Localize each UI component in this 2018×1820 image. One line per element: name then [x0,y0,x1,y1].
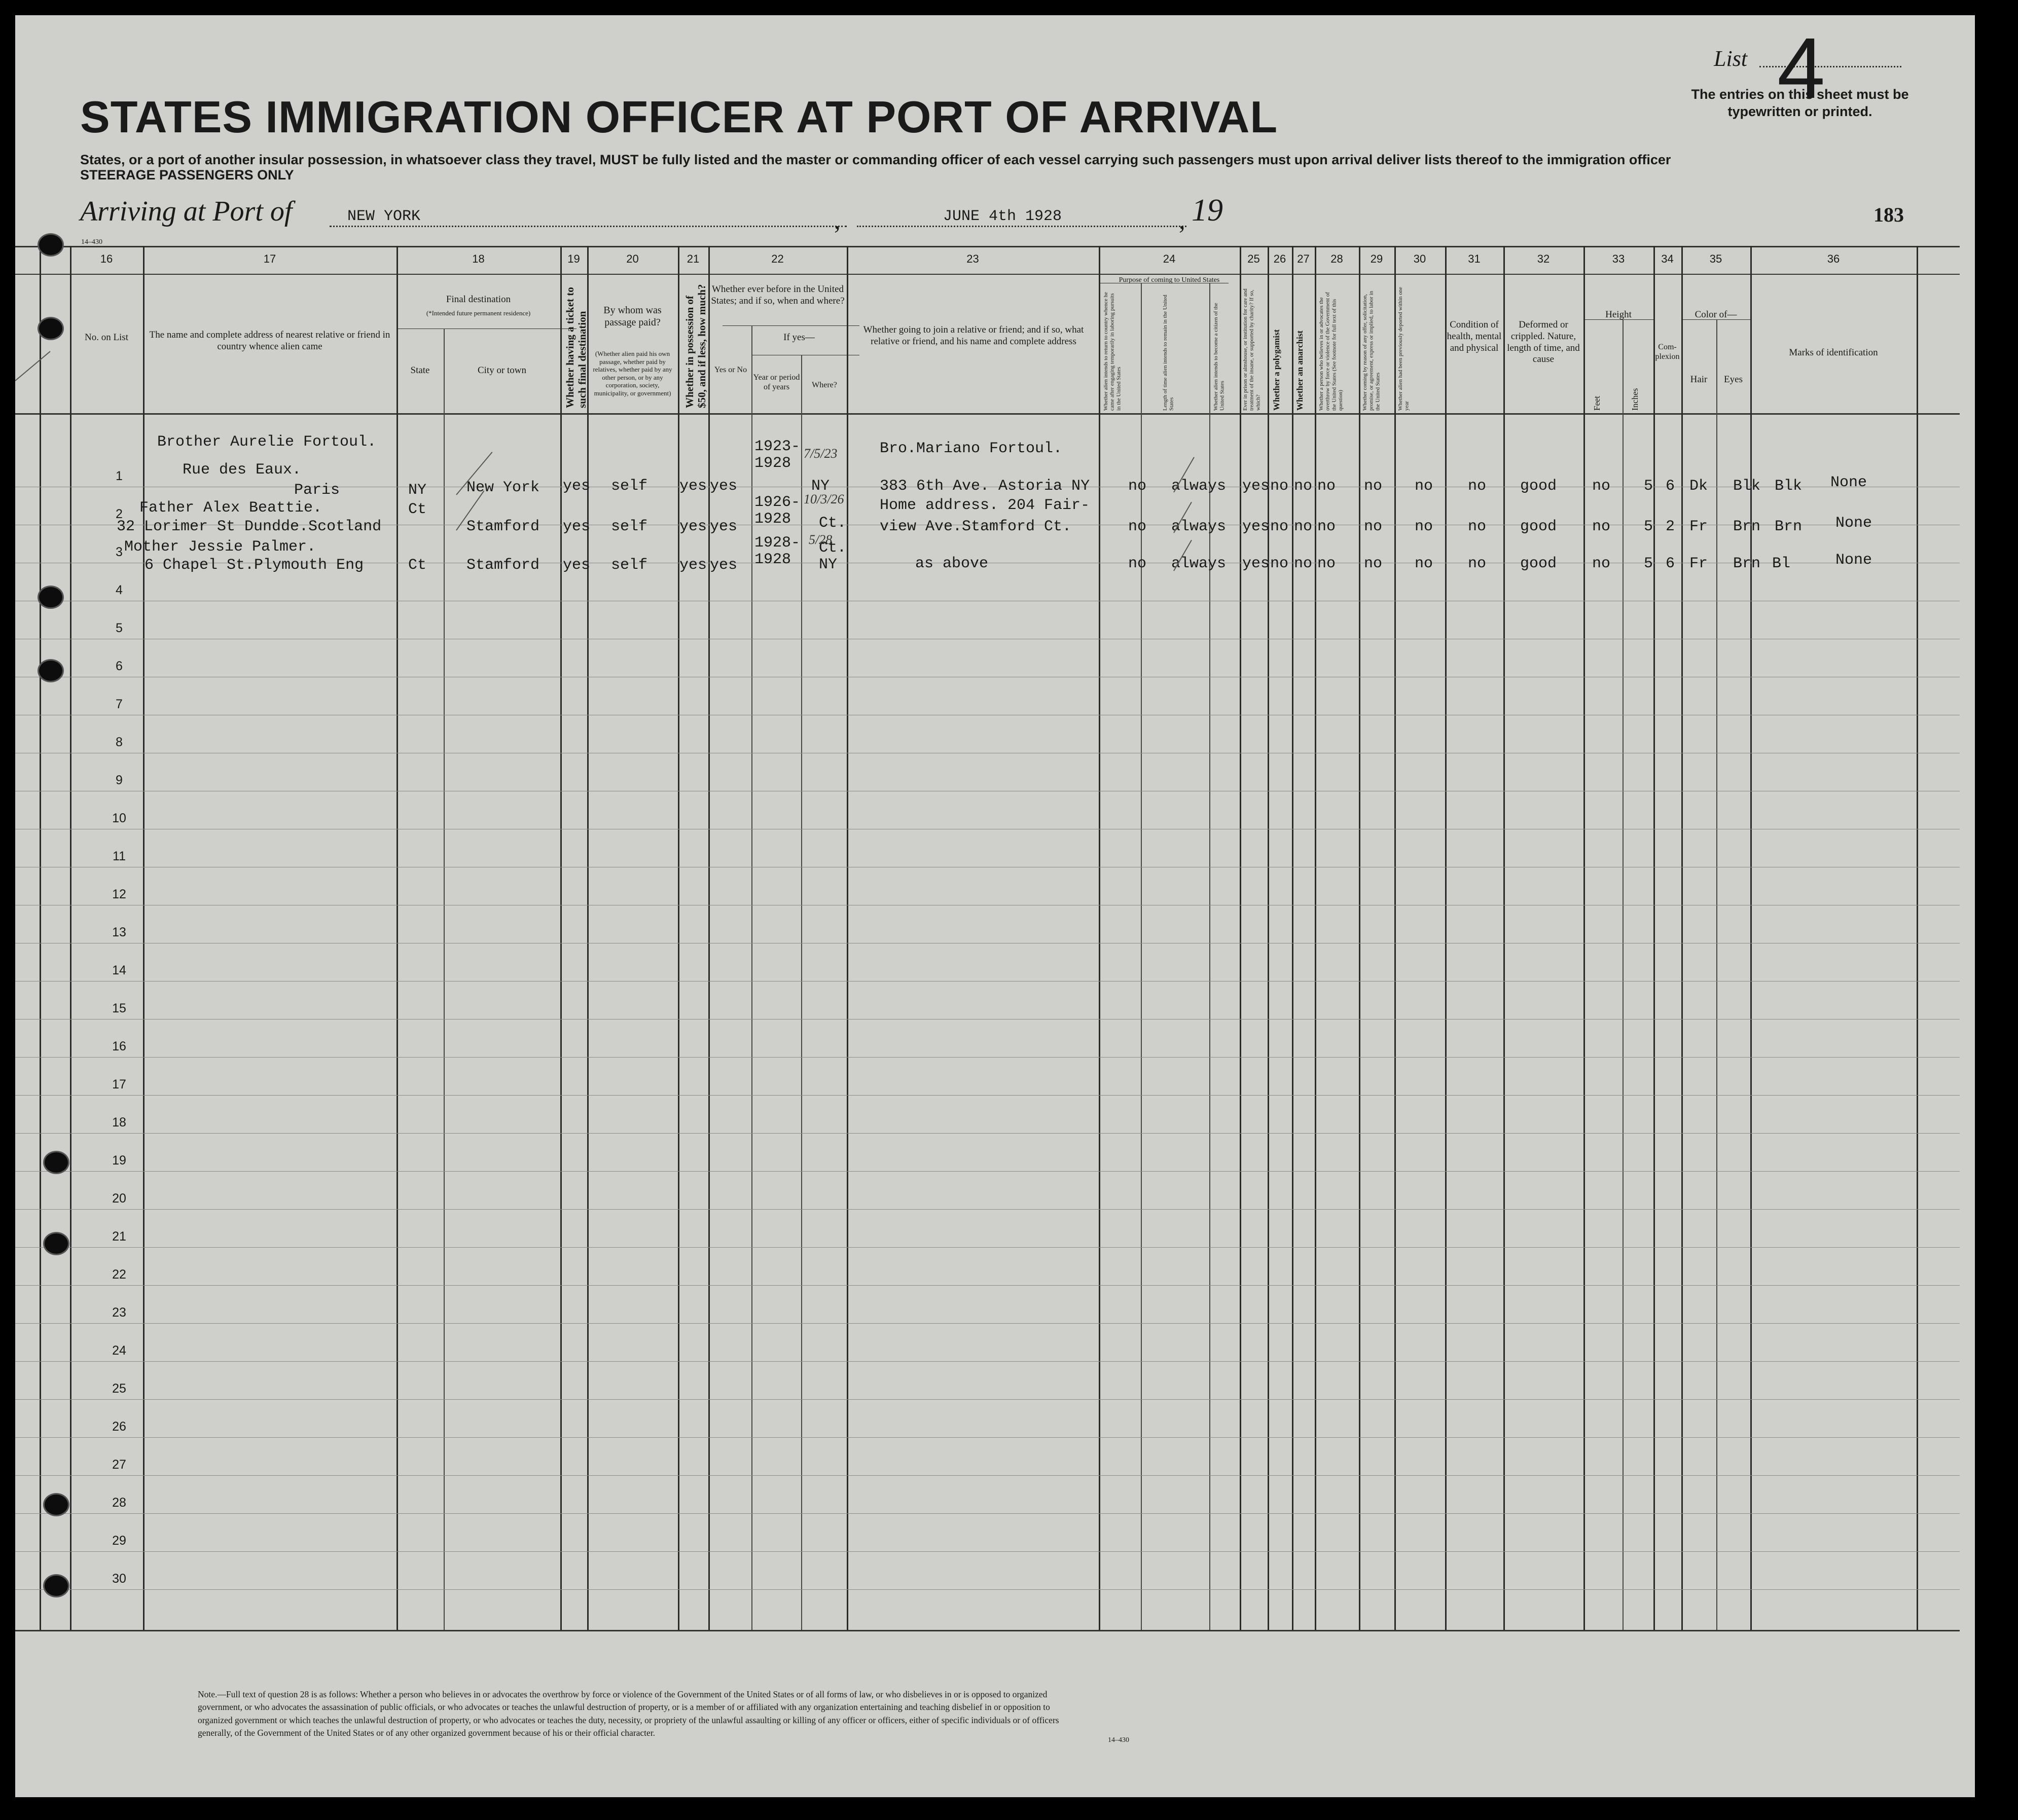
binder-hole [38,659,64,682]
comma-separator: , [1179,206,1185,234]
port-underline [330,226,847,227]
entry-2-length: always [1171,518,1227,535]
column-number: 22 [771,252,784,265]
grid-line [1292,246,1293,1630]
column-number-divider [15,274,1960,275]
entry-3-anarchist: no [1317,555,1336,572]
binder-hole [38,317,64,340]
header-purpose-return: Whether alien intends to return to country whence he came after engaging temporarily in laboring pursuits in the United States [1103,292,1122,411]
header-state: State [410,365,430,376]
row-number: 3 [116,545,123,559]
row-number: 15 [112,1001,126,1015]
entry-2-polygamist: no [1294,518,1313,535]
port-value: NEW YORK [347,208,421,225]
arrival-date: JUNE 4th 1928 [943,208,1062,225]
entry-3-eyes: Bl [1772,555,1791,572]
entry-1-anarchist: no [1317,478,1336,495]
entry-3-deformed: no [1592,555,1611,572]
entry-1-ticket: yes [563,478,591,495]
entry-3-state: Ct [408,557,427,574]
entry-2-relative-line-1: Father Alex Beattie. [139,499,322,517]
manifest-sheet [15,15,1975,1797]
grid-line [1315,246,1316,1630]
header-hair: Hair [1690,374,1708,385]
footnote: Note.—Full text of question 28 is as follows: Whether a person who believes in or advocates the overthrow by force or violence of the Government of the United States or of all forms of law, or who disbelieves in or is opposed to organized government, or who advocates the assassination of public officials, or who advocates or teaches the unlawful destruction of property, or is a member of or affiliated with any organization entertaining and teaching disbelief in or opposition to organized government or which teaches the unlawful destruction of property, or who advocates or teaches the duty, necessity, or propriety of the unlawful assaulting or killing of any officer or officers, either of specific individuals or of officers generally, of the Government of the United States or of any other organized government because of his or their official character. [198,1689,1059,1738]
row-number: 4 [116,583,123,597]
header-feet: Feet [1592,395,1602,411]
row-number: 6 [116,659,123,673]
column-number: 31 [1468,252,1481,265]
header-height: Height [1605,309,1632,320]
entry-1-relative-line-2: Rue des Eaux. [183,461,302,479]
entry-3-years: 1928-1928 [754,534,801,568]
grid-line [1240,246,1241,1630]
entry-1-health: good [1520,478,1557,495]
grid-line [1268,246,1269,1630]
entry-1-state: NY [408,482,427,499]
column-number: 29 [1370,252,1383,265]
entry-2-years: 1926-1928 [754,494,801,528]
entry-2-has-50: yes [679,518,707,535]
header-complexion: Com-plexion [1655,343,1680,361]
grid-line [1750,246,1752,1630]
binder-hole [38,233,64,257]
header-polygamist: Whether a polygamist [1272,329,1281,411]
header-anarchist: Whether an anarchist [1295,330,1305,411]
entry-1-relative-line-1: Brother Aurelie Fortoul. [157,433,377,451]
entry-2-deformed: no [1592,518,1611,535]
row-number: 26 [112,1419,126,1434]
header-ticket: Whether having a ticket to such final destination [564,287,589,408]
row-number: 19 [112,1153,126,1168]
arriving-label: Arriving at Port of [80,196,293,227]
entry-1-annotation: 7/5/23 [804,446,838,461]
row-rule [15,1513,1960,1514]
entry-2-ticket: yes [563,518,591,535]
entry-2-health: good [1520,518,1557,535]
entry-1-join-line-2: 383 6th Ave. Astoria NY [880,478,1090,495]
column-number: 28 [1330,252,1343,265]
entry-3-paid-by: self [611,557,648,574]
column-number: 25 [1247,252,1260,265]
row-number: 28 [112,1496,126,1510]
entry-1-city: New York [466,479,540,496]
row-number: 5 [116,621,123,635]
column-number: 35 [1709,252,1722,265]
subtitle: States, or a port of another insular possession, in whatsoever class they travel, MUST be fully listed and the master or commanding officer of each vessel carrying such passengers must upon arrival deliver lists thereof to the immigration officer [80,152,1671,167]
header-passage-note: (Whether alien paid his own passage, whether paid by relatives, whether paid by any other person, or by any corporation, society, municipality, or government) [593,350,672,397]
entry-1-relative-line-3: Paris [294,482,340,499]
entry-1-where: NY [811,478,830,495]
grid-line [1503,246,1505,1630]
entry-2-join-line-1: Home address. 204 Fair- [880,497,1090,514]
entry-2-citizen: yes [1242,518,1270,535]
row-rule [15,1399,1960,1400]
row-number: 27 [112,1458,126,1472]
grid-line [708,246,710,1630]
entry-2-state: Ct [408,501,427,518]
header-final-destination-note: (*Intended future permanent residence) [426,309,531,317]
grid-line [1716,319,1717,1630]
header-prison: Ever in prison or almshouse, or institution for care and treatment of the insane, or supported by charity? If so, which? [1242,288,1262,411]
entry-1-has-50: yes [679,478,707,495]
header-purpose-length: Length of time alien intends to remain in the United States [1162,295,1175,411]
row-number: 13 [112,925,126,939]
entry-2-feet: 5 [1644,518,1653,535]
row-number: 25 [112,1381,126,1396]
header-q28: Whether a person who believes in or advocates the overthrow by force or violence of the Government of the United States (See footnote for full text of this question) [1318,292,1344,411]
header-inches: Inches [1630,388,1640,411]
header-year-period: Year or period of years [753,373,800,392]
header-q30: Whether alien had been previously deported within one year [1397,286,1410,411]
row-number: 23 [112,1305,126,1320]
entry-2-eyes: Brn [1775,518,1803,535]
header-deformed: Deformed or crippled. Nature, length of time, and cause [1507,319,1580,365]
header-purpose-citizen: Whether alien intends to become a citizen of the United States [1213,303,1226,411]
grid-line [560,246,562,1630]
row-rule [15,1551,1960,1552]
row-number: 21 [112,1229,126,1244]
grid-line [1394,246,1396,1630]
entry-2-return: no [1128,518,1147,535]
grid-line [801,355,802,1630]
entry-1-paid-by: self [611,478,648,495]
header-yes-or-no: Yes or No [714,366,747,374]
binder-hole [43,1151,69,1174]
entry-3-citizen: yes [1242,555,1270,572]
row-number: 1 [116,469,123,483]
binder-hole [43,1574,69,1597]
row-number: 2 [116,507,123,521]
header-color-of: Color of— [1695,309,1737,320]
entry-2-annotation: 10/3/26 [804,492,844,506]
page-title: STATES IMMIGRATION OFFICER AT PORT OF ARRIVAL [80,92,1278,142]
entry-3-marks: None [1835,552,1872,569]
column-number: 32 [1537,252,1550,265]
row-rule [15,1171,1960,1172]
row-number: 30 [112,1572,126,1586]
entry-1-marks: None [1830,474,1867,491]
row-number: 12 [112,887,126,901]
grid-line [1623,319,1624,1630]
header-final-destination: Final destination [446,294,511,305]
entry-1-length: always [1171,478,1227,495]
header-where: Where? [812,381,837,389]
header-marks: Marks of identification [1789,347,1878,358]
row-rule [15,1361,1960,1362]
column-number: 34 [1661,252,1674,265]
entry-3-where: Ct. NY [819,539,847,573]
entry-3-q30: no [1468,555,1487,572]
column-number: 27 [1297,252,1310,265]
row-number: 9 [116,773,123,787]
steerage-label: STEERAGE PASSENGERS ONLY [80,167,294,183]
entry-1-complexion: Dk [1689,478,1708,495]
entry-1-polygamist: no [1294,478,1313,495]
grid-line [1445,246,1447,1630]
row-rule [15,1437,1960,1438]
typewritten-instruction: The entries on this sheet must be typewritten or printed. [1691,87,1909,119]
entry-1-q29: no [1415,478,1433,495]
header-health: Condition of health, mental and physical [1447,319,1502,353]
entry-3-join-line-1: as above [915,555,989,572]
row-rule [15,1589,1960,1590]
page-number: 183 [1873,203,1904,226]
entry-3-health: good [1520,555,1557,572]
header-eyes: Eyes [1724,374,1743,385]
grid-line [40,246,41,1630]
entry-2-city: Stamford [466,518,540,535]
column-number: 17 [263,252,276,265]
entry-3-polygamist: no [1294,555,1313,572]
entry-1-prison: no [1270,478,1289,495]
row-rule [15,1057,1960,1058]
entry-3-relative-line-2: 6 Chapel St.Plymouth Eng [145,557,364,574]
entry-3-q29: no [1415,555,1433,572]
column-number: 21 [687,252,700,265]
comma-separator: , [834,206,841,234]
entry-2-q29: no [1415,518,1433,535]
column-number: 30 [1413,252,1426,265]
table-bottom-border [15,1630,1960,1631]
column-number: 20 [626,252,639,265]
header-no-on-list: No. on List [84,332,129,343]
row-number: 8 [116,735,123,749]
list-label: List [1714,46,1748,71]
entry-1-years: 1923-1928 [754,438,801,472]
entry-2-where: Ct. [819,515,847,532]
entry-3-prison: no [1270,555,1289,572]
table-top-border [15,246,1960,247]
row-number: 18 [112,1115,126,1130]
column-number: 24 [1163,252,1176,265]
grid-line [444,329,445,1630]
entry-2-anarchist: no [1317,518,1336,535]
row-rule [15,1475,1960,1476]
entry-2-join-line-2: view Ave.Stamford Ct. [880,518,1072,535]
row-rule [15,1019,1960,1020]
entry-3-q28: no [1364,555,1383,572]
ever-before-subline [723,325,859,326]
binder-hole [43,1493,69,1516]
grid-line [397,246,398,1630]
year-prefix: 19 [1192,193,1223,228]
entry-1-eyes: Blk [1775,478,1803,495]
entry-3-complexion: Fr [1689,555,1708,572]
entry-3-inches: 6 [1666,555,1675,572]
entry-2-relative-line-2: 32 Lorimer St Dundde.Scotland [117,518,382,535]
column-number: 19 [567,252,580,265]
footnote-code: 14–430 [1108,1736,1129,1744]
row-rule [15,1323,1960,1324]
entry-2-marks: None [1835,515,1872,532]
form-code: 14–430 [81,238,102,246]
header-bottom-border [15,413,1960,415]
row-number: 10 [112,811,126,825]
column-number: 23 [966,252,979,265]
binder-hole [43,1232,69,1255]
header-passage-paid: By whom was passage paid? [603,305,662,328]
entry-3-annotation: 5/28 [809,532,833,547]
header-join-relative: Whether going to join a relative or friend; and if so, what relative or friend, and his name and complete address [863,324,1084,347]
row-number: 14 [112,963,126,977]
entry-1-deformed: no [1592,478,1611,495]
grid-line [1681,246,1683,1630]
row-rule [15,1133,1960,1134]
entry-3-return: no [1128,555,1147,572]
entry-1-q28: no [1364,478,1383,495]
pencil-margin-mark [15,351,51,381]
entry-2-ever-before: yes [710,518,738,535]
grid-line [1653,246,1655,1630]
row-number: 20 [112,1191,126,1206]
entry-3-hair: Brn [1733,555,1761,572]
grid-line [751,325,752,1630]
entry-1-return: no [1128,478,1147,495]
entry-3-ticket: yes [563,557,591,574]
column-number: 18 [472,252,485,265]
row-rule [15,1285,1960,1286]
entry-3-relative-line-1: Mother Jessie Palmer. [124,538,316,556]
entry-2-q28: no [1364,518,1383,535]
header-if-yes: If yes— [783,332,815,343]
entry-2-complexion: Fr [1689,518,1708,535]
row-rule [15,1209,1960,1210]
row-rule [15,1247,1960,1248]
entry-3-has-50: yes [679,557,707,574]
entry-2-inches: 2 [1666,518,1675,535]
entry-1-citizen: yes [1242,478,1270,495]
entry-1-feet: 5 [1644,478,1653,495]
grid-line [847,246,848,1630]
grid-line [587,246,589,1630]
entry-3-city: Stamford [466,557,540,574]
date-underline [857,226,1186,227]
header-q29: Whether coming by reason of any offer, solicitation, promise, or agreement, express or implied, to labor in the United States [1362,290,1381,411]
row-number: 24 [112,1343,126,1358]
header-ever-before: Whether ever before in the United States; and if so, when and where? [711,284,845,306]
grid-line [1359,246,1360,1630]
grid-line [678,246,679,1630]
grid-line [1583,246,1585,1630]
column-number: 16 [100,252,113,265]
entry-3-ever-before: yes [710,557,738,574]
row-rule [15,1095,1960,1096]
column-number: 26 [1273,252,1286,265]
entry-1-hair: Blk [1733,478,1761,495]
entry-2-prison: no [1270,518,1289,535]
grid-line [1099,246,1100,1630]
entry-2-paid-by: self [611,518,648,535]
binder-hole [38,586,64,609]
row-number: 11 [113,849,126,863]
entry-1-q30: no [1468,478,1487,495]
header-relative-address: The name and complete address of nearest relative or friend in country whence alien came [149,330,390,352]
header-purpose: Purpose of coming to United States [1119,276,1220,284]
entry-3-feet: 5 [1644,555,1653,572]
header-city: City or town [477,365,527,376]
column-number: 33 [1612,252,1625,265]
list-number: 4 [1777,20,1825,117]
entry-3-length: always [1171,555,1227,572]
row-number: 16 [112,1039,126,1053]
entry-2-hair: Brn [1733,518,1761,535]
grid-line [70,246,71,1630]
row-number: 7 [116,697,123,711]
grid-line [1917,246,1918,1630]
row-number: 29 [112,1534,126,1548]
header-possession-50: Whether in possession of $50, and if less, how much? [683,284,708,408]
entry-1-inches: 6 [1666,478,1675,495]
entry-1-join-line-1: Bro.Mariano Fortoul. [880,440,1063,457]
entry-1-ever-before: yes [710,478,738,495]
column-number: 36 [1827,252,1840,265]
row-number: 22 [112,1267,126,1282]
row-number: 17 [112,1077,126,1091]
entry-2-q30: no [1468,518,1487,535]
